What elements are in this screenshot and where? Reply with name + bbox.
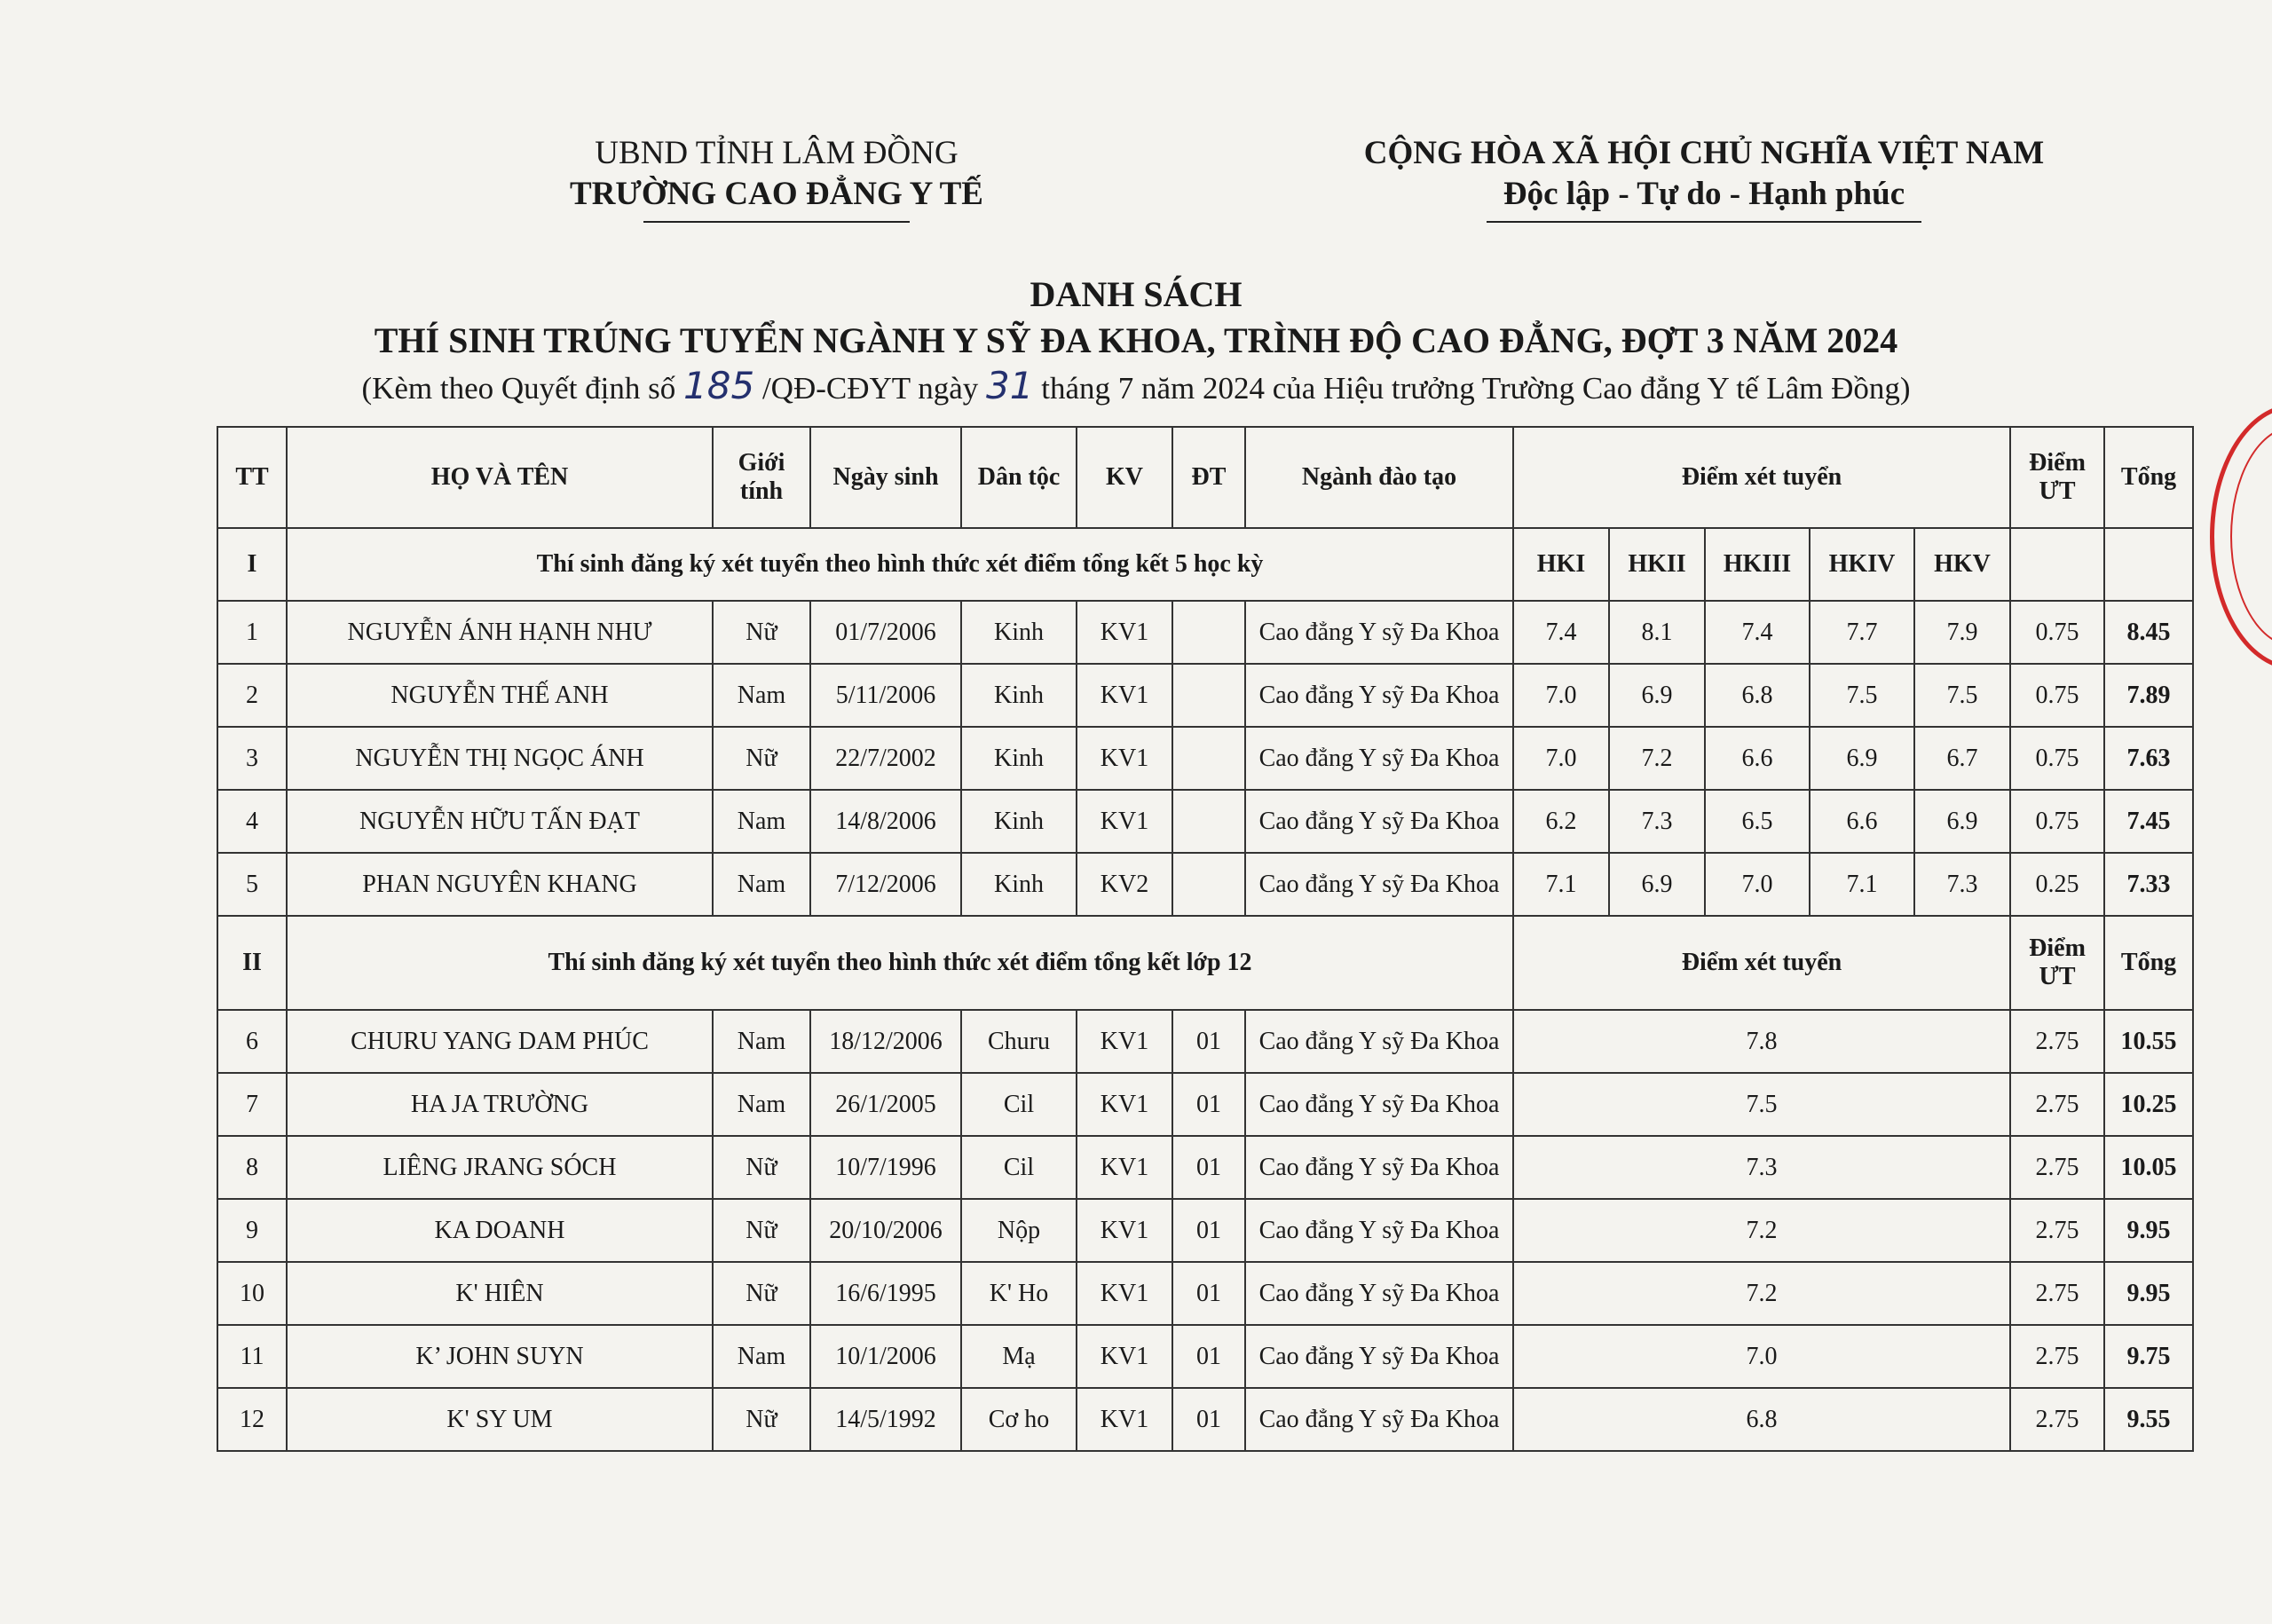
total-score-cell: 7.33 xyxy=(2104,853,2193,916)
priority-score-cell: 2.75 xyxy=(2010,1262,2104,1325)
row-number: 4 xyxy=(217,790,287,853)
dt-cell xyxy=(1172,664,1245,727)
dt-cell: 01 xyxy=(1172,1199,1245,1262)
ethnic-cell: Kinh xyxy=(961,664,1077,727)
ethnic-cell: Cil xyxy=(961,1136,1077,1199)
dob-cell: 18/12/2006 xyxy=(810,1010,961,1073)
dt-cell: 01 xyxy=(1172,1262,1245,1325)
gender-cell: Nam xyxy=(713,790,810,853)
term-score-cell: 6.7 xyxy=(1914,727,2010,790)
ethnic-cell: Cil xyxy=(961,1073,1077,1136)
admission-score-cell: 7.3 xyxy=(1513,1136,2010,1199)
national-motto: Độc lập - Tự do - Hạnh phúc xyxy=(1503,176,1905,213)
col-gender: Giới tính xyxy=(713,427,810,528)
total-score-cell: 7.89 xyxy=(2104,664,2193,727)
term-score-cell: 6.6 xyxy=(1705,727,1810,790)
kv-cell: KV1 xyxy=(1077,727,1172,790)
term-score-cell: 7.0 xyxy=(1513,727,1609,790)
kv-cell: KV1 xyxy=(1077,1199,1172,1262)
student-name: HA JA TRƯỜNG xyxy=(287,1073,713,1136)
section-2-score-header: Điểm xét tuyển xyxy=(1513,916,2010,1010)
kv-cell: KV1 xyxy=(1077,1325,1172,1388)
gender-cell: Nam xyxy=(713,1010,810,1073)
major-cell: Cao đẳng Y sỹ Đa Khoa xyxy=(1245,1325,1513,1388)
term-score-cell: 6.8 xyxy=(1705,664,1810,727)
row-number: 10 xyxy=(217,1262,287,1325)
term-score-cell: 6.9 xyxy=(1914,790,2010,853)
major-cell: Cao đẳng Y sỹ Đa Khoa xyxy=(1245,1073,1513,1136)
col-total: Tổng xyxy=(2104,427,2193,528)
section-2-label: Thí sinh đăng ký xét tuyển theo hình thức xét điểm tổng kết lớp 12 xyxy=(287,916,1513,1010)
term-score-cell: 7.9 xyxy=(1914,601,2010,664)
section-1-label: Thí sinh đăng ký xét tuyển theo hình thức xét điểm tổng kết 5 học kỳ xyxy=(287,528,1513,601)
student-name: K' HIÊN xyxy=(287,1262,713,1325)
section-2-total-header: Tổng xyxy=(2104,916,2193,1010)
term-hki: HKI xyxy=(1513,528,1609,601)
kv-cell: KV1 xyxy=(1077,1262,1172,1325)
gender-cell: Nữ xyxy=(713,727,810,790)
table-row xyxy=(217,1136,2193,1199)
term-score-cell: 8.1 xyxy=(1609,601,1705,664)
col-ut: Điểm ƯT xyxy=(2010,427,2104,528)
major-cell: Cao đẳng Y sỹ Đa Khoa xyxy=(1245,1136,1513,1199)
term-score-cell: 7.7 xyxy=(1810,601,1914,664)
dob-cell: 22/7/2002 xyxy=(810,727,961,790)
admission-score-cell: 7.2 xyxy=(1513,1262,2010,1325)
section-2-ut-header: Điểm ƯT xyxy=(2010,916,2104,1010)
table-row xyxy=(217,1325,2193,1388)
table-row xyxy=(217,1073,2193,1136)
table-row xyxy=(217,853,2193,916)
col-name: HỌ VÀ TÊN xyxy=(287,427,713,528)
priority-score-cell: 2.75 xyxy=(2010,1388,2104,1451)
student-name: K' SY UM xyxy=(287,1388,713,1451)
row-number: 6 xyxy=(217,1010,287,1073)
red-seal-inner-ring xyxy=(2230,426,2272,647)
student-name: NGUYỄN ÁNH HẠNH NHƯ xyxy=(287,601,713,664)
dob-cell: 5/11/2006 xyxy=(810,664,961,727)
dt-cell xyxy=(1172,727,1245,790)
motto-underline xyxy=(1487,221,1921,223)
section-2-row xyxy=(217,916,2193,1010)
kv-cell: KV1 xyxy=(1077,1136,1172,1199)
country-name: CỘNG HÒA XÃ HỘI CHỦ NGHĨA VIỆT NAM xyxy=(1363,135,2045,171)
term-hkii: HKII xyxy=(1609,528,1705,601)
row-number: 8 xyxy=(217,1136,287,1199)
total-score-cell: 7.45 xyxy=(2104,790,2193,853)
student-name: LIÊNG JRANG SÓCH xyxy=(287,1136,713,1199)
col-kv: KV xyxy=(1077,427,1172,528)
term-score-cell: 7.3 xyxy=(1914,853,2010,916)
dob-cell: 01/7/2006 xyxy=(810,601,961,664)
ethnic-cell: Churu xyxy=(961,1010,1077,1073)
admission-score-cell: 7.2 xyxy=(1513,1199,2010,1262)
kv-cell: KV1 xyxy=(1077,1010,1172,1073)
row-number: 7 xyxy=(217,1073,287,1136)
kv-cell: KV1 xyxy=(1077,601,1172,664)
kv-cell: KV1 xyxy=(1077,1388,1172,1451)
table-row xyxy=(217,790,2193,853)
decision-number: 185 xyxy=(683,364,755,407)
red-seal-stamp xyxy=(2210,404,2272,670)
total-score-cell: 9.95 xyxy=(2104,1262,2193,1325)
row-number: 2 xyxy=(217,664,287,727)
total-score-cell: 8.45 xyxy=(2104,601,2193,664)
national-motto-block xyxy=(1305,133,2103,223)
ethnic-cell: Kinh xyxy=(961,853,1077,916)
total-score-cell: 9.55 xyxy=(2104,1388,2193,1451)
major-cell: Cao đẳng Y sỹ Đa Khoa xyxy=(1245,853,1513,916)
row-number: 11 xyxy=(217,1325,287,1388)
decision-text-c: tháng 7 năm 2024 của Hiệu trưởng Trường Cao đẳng Y tế Lâm Đồng) xyxy=(1041,371,1911,406)
admission-score-cell: 7.5 xyxy=(1513,1073,2010,1136)
student-name: NGUYỄN HỮU TẤN ĐẠT xyxy=(287,790,713,853)
admission-score-cell: 7.0 xyxy=(1513,1325,2010,1388)
dt-cell xyxy=(1172,601,1245,664)
issuer-province: UBND TỈNH LÂM ĐỒNG xyxy=(595,135,958,171)
term-score-cell: 7.4 xyxy=(1705,601,1810,664)
term-hkv: HKV xyxy=(1914,528,2010,601)
admission-table xyxy=(217,426,2194,1452)
term-hkiii: HKIII xyxy=(1705,528,1810,601)
term-score-cell: 6.5 xyxy=(1705,790,1810,853)
row-number: 9 xyxy=(217,1199,287,1262)
section-1-num: I xyxy=(217,528,287,601)
ethnic-cell: Kinh xyxy=(961,601,1077,664)
priority-score-cell: 0.75 xyxy=(2010,601,2104,664)
major-cell: Cao đẳng Y sỹ Đa Khoa xyxy=(1245,1262,1513,1325)
gender-cell: Nữ xyxy=(713,1262,810,1325)
issuer-block xyxy=(497,133,1056,223)
priority-score-cell: 2.75 xyxy=(2010,1010,2104,1073)
priority-score-cell: 0.75 xyxy=(2010,664,2104,727)
table-body xyxy=(217,427,2193,1451)
term-score-cell: 7.0 xyxy=(1705,853,1810,916)
table-row xyxy=(217,664,2193,727)
major-cell: Cao đẳng Y sỹ Đa Khoa xyxy=(1245,727,1513,790)
gender-cell: Nam xyxy=(713,853,810,916)
table-row xyxy=(217,1388,2193,1451)
ethnic-cell: Nộp xyxy=(961,1199,1077,1262)
col-dt: ĐT xyxy=(1172,427,1245,528)
term-score-cell: 6.6 xyxy=(1810,790,1914,853)
priority-score-cell: 2.75 xyxy=(2010,1199,2104,1262)
student-name: CHURU YANG DAM PHÚC xyxy=(287,1010,713,1073)
dob-cell: 10/7/1996 xyxy=(810,1136,961,1199)
kv-cell: KV2 xyxy=(1077,853,1172,916)
section-2-num: II xyxy=(217,916,287,1010)
term-hkiv: HKIV xyxy=(1810,528,1914,601)
major-cell: Cao đẳng Y sỹ Đa Khoa xyxy=(1245,664,1513,727)
term-score-cell: 7.1 xyxy=(1810,853,1914,916)
row-number: 12 xyxy=(217,1388,287,1451)
row-number: 5 xyxy=(217,853,287,916)
gender-cell: Nữ xyxy=(713,1136,810,1199)
term-score-cell: 6.9 xyxy=(1609,853,1705,916)
total-score-cell: 9.75 xyxy=(2104,1325,2193,1388)
dt-cell: 01 xyxy=(1172,1388,1245,1451)
student-name: K’ JOHN SUYN xyxy=(287,1325,713,1388)
gender-cell: Nữ xyxy=(713,1199,810,1262)
table-row xyxy=(217,1262,2193,1325)
dob-cell: 14/5/1992 xyxy=(810,1388,961,1451)
student-name: PHAN NGUYÊN KHANG xyxy=(287,853,713,916)
admission-score-cell: 7.8 xyxy=(1513,1010,2010,1073)
dt-cell: 01 xyxy=(1172,1325,1245,1388)
ethnic-cell: Kinh xyxy=(961,790,1077,853)
student-name: NGUYỄN THẾ ANH xyxy=(287,664,713,727)
decision-reference xyxy=(0,364,2272,407)
priority-score-cell: 0.75 xyxy=(2010,727,2104,790)
total-score-cell: 9.95 xyxy=(2104,1199,2193,1262)
total-score-cell: 7.63 xyxy=(2104,727,2193,790)
admission-score-cell: 6.8 xyxy=(1513,1388,2010,1451)
major-cell: Cao đẳng Y sỹ Đa Khoa xyxy=(1245,1010,1513,1073)
gender-cell: Nữ xyxy=(713,601,810,664)
term-score-cell: 6.2 xyxy=(1513,790,1609,853)
table-row xyxy=(217,601,2193,664)
dob-cell: 20/10/2006 xyxy=(810,1199,961,1262)
priority-score-cell: 0.75 xyxy=(2010,790,2104,853)
issuer-underline xyxy=(643,221,910,223)
dt-cell xyxy=(1172,853,1245,916)
major-cell: Cao đẳng Y sỹ Đa Khoa xyxy=(1245,601,1513,664)
table-row xyxy=(217,1199,2193,1262)
col-score: Điểm xét tuyển xyxy=(1513,427,2010,528)
empty-cell xyxy=(2010,528,2104,601)
dob-cell: 26/1/2005 xyxy=(810,1073,961,1136)
decision-text-a: (Kèm theo Quyết định số xyxy=(361,371,676,406)
priority-score-cell: 2.75 xyxy=(2010,1136,2104,1199)
term-score-cell: 7.1 xyxy=(1513,853,1609,916)
kv-cell: KV1 xyxy=(1077,790,1172,853)
dob-cell: 7/12/2006 xyxy=(810,853,961,916)
term-score-cell: 6.9 xyxy=(1810,727,1914,790)
dob-cell: 14/8/2006 xyxy=(810,790,961,853)
decision-text-b: /QĐ-CĐYT ngày xyxy=(761,371,979,406)
total-score-cell: 10.55 xyxy=(2104,1010,2193,1073)
priority-score-cell: 0.25 xyxy=(2010,853,2104,916)
term-score-cell: 6.9 xyxy=(1609,664,1705,727)
col-major: Ngành đào tạo xyxy=(1245,427,1513,528)
term-score-cell: 7.5 xyxy=(1914,664,2010,727)
gender-cell: Nam xyxy=(713,664,810,727)
row-number: 3 xyxy=(217,727,287,790)
col-ethnic: Dân tộc xyxy=(961,427,1077,528)
kv-cell: KV1 xyxy=(1077,664,1172,727)
term-score-cell: 7.4 xyxy=(1513,601,1609,664)
document-subtitle: THÍ SINH TRÚNG TUYỂN NGÀNH Y SỸ ĐA KHOA, TRÌNH ĐỘ CAO ĐẲNG, ĐỢT 3 NĂM 2024 xyxy=(374,320,1898,360)
term-score-cell: 7.5 xyxy=(1810,664,1914,727)
ethnic-cell: Mạ xyxy=(961,1325,1077,1388)
dt-cell: 01 xyxy=(1172,1073,1245,1136)
gender-cell: Nữ xyxy=(713,1388,810,1451)
term-score-cell: 7.2 xyxy=(1609,727,1705,790)
student-name: NGUYỄN THỊ NGỌC ÁNH xyxy=(287,727,713,790)
major-cell: Cao đẳng Y sỹ Đa Khoa xyxy=(1245,1388,1513,1451)
dob-cell: 10/1/2006 xyxy=(810,1325,961,1388)
dt-cell: 01 xyxy=(1172,1010,1245,1073)
col-tt: TT xyxy=(217,427,287,528)
ethnic-cell: K' Ho xyxy=(961,1262,1077,1325)
kv-cell: KV1 xyxy=(1077,1073,1172,1136)
student-name: KA DOANH xyxy=(287,1199,713,1262)
gender-cell: Nam xyxy=(713,1073,810,1136)
term-score-cell: 7.3 xyxy=(1609,790,1705,853)
table-row xyxy=(217,727,2193,790)
ethnic-cell: Cơ ho xyxy=(961,1388,1077,1451)
term-score-cell: 7.0 xyxy=(1513,664,1609,727)
issuer-school: TRƯỜNG CAO ĐẲNG Y TẾ xyxy=(570,176,983,213)
empty-cell xyxy=(2104,528,2193,601)
document-title: DANH SÁCH xyxy=(1030,274,1242,314)
dt-cell: 01 xyxy=(1172,1136,1245,1199)
total-score-cell: 10.25 xyxy=(2104,1073,2193,1136)
dob-cell: 16/6/1995 xyxy=(810,1262,961,1325)
ethnic-cell: Kinh xyxy=(961,727,1077,790)
gender-cell: Nam xyxy=(713,1325,810,1388)
decision-day: 31 xyxy=(986,364,1034,407)
major-cell: Cao đẳng Y sỹ Đa Khoa xyxy=(1245,1199,1513,1262)
dt-cell xyxy=(1172,790,1245,853)
priority-score-cell: 2.75 xyxy=(2010,1073,2104,1136)
section-1-row xyxy=(217,528,2193,601)
header-row xyxy=(217,427,2193,528)
table-row xyxy=(217,1010,2193,1073)
priority-score-cell: 2.75 xyxy=(2010,1325,2104,1388)
col-dob: Ngày sinh xyxy=(810,427,961,528)
total-score-cell: 10.05 xyxy=(2104,1136,2193,1199)
row-number: 1 xyxy=(217,601,287,664)
major-cell: Cao đẳng Y sỹ Đa Khoa xyxy=(1245,790,1513,853)
